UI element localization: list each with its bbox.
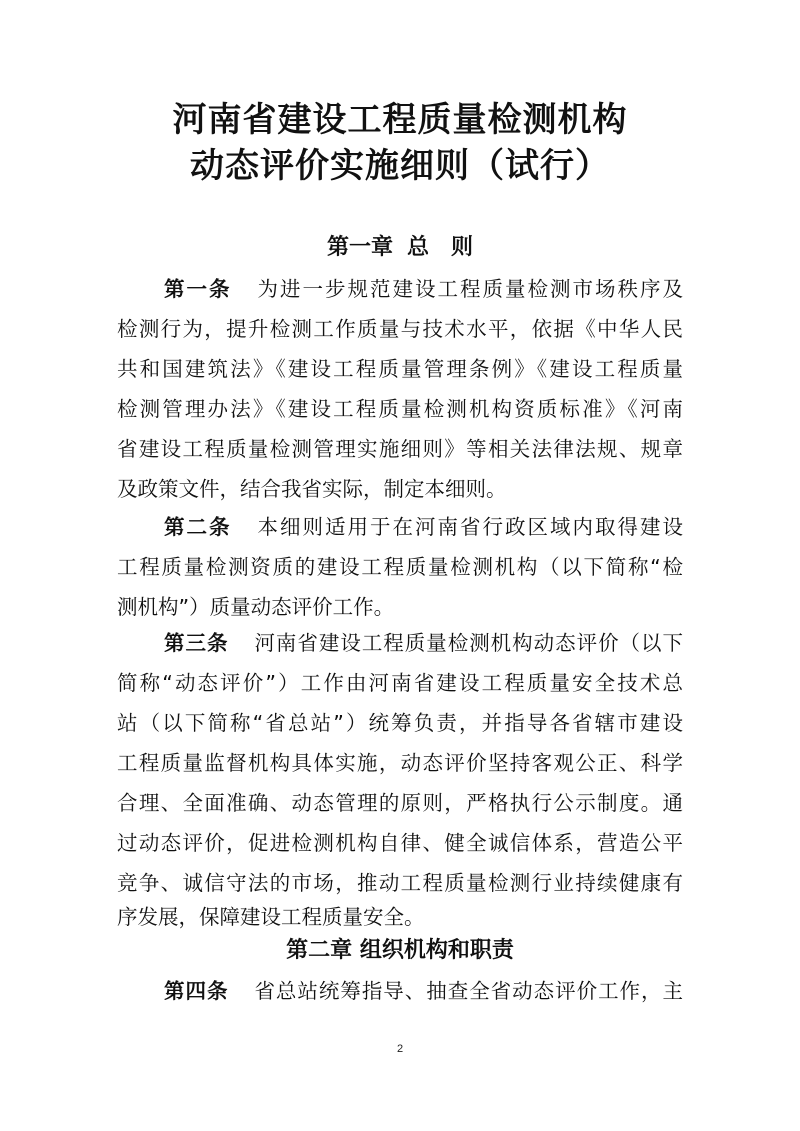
article-1-line-2: 检测行为，提升检测工作质量与技术水平，依据《中华人民 [117,317,683,341]
article-4-line-1 [164,976,683,1006]
article-1-line-4: 检测管理办法》《建设工程质量检测机构资质标准》《河南 [117,397,683,421]
article-2-line-1 [164,512,683,542]
article-2-label: 第二条 [164,515,232,539]
article-3-line-8: 序发展，保障建设工程质量安全。 [117,905,425,929]
article-3-line-6: 过动态评价，促进检测机构自律、健全诚信体系，营造公平 [117,831,683,855]
page-number: 2 [396,1043,404,1055]
article-2-text-1: 本细则适用于在河南省行政区域内取得建设 [257,515,683,539]
article-3-line-4: 工程质量监督机构具体实施，动态评价坚持客观公正、科学 [117,751,683,775]
article-3-line-7: 竞争、诚信守法的市场，推动工程质量检测行业持续健康有 [117,871,683,895]
article-1-line-1 [164,274,683,304]
article-3-line-2: 简称“动态评价”）工作由河南省建设工程质量安全技术总 [117,671,683,695]
chapter-1-name: 总 则 [407,235,474,260]
chapter-2-heading: 第二章 组织机构和职责 [286,938,514,963]
article-3-text-1: 河南省建设工程质量检测机构动态评价（以下 [254,631,684,655]
article-1-line-3: 共和国建筑法》《建设工程质量管理条例》《建设工程质量 [117,357,683,381]
document-title-line-2: 动态评价实施细则（试行） [190,146,610,186]
article-2-line-2: 工程质量检测资质的建设工程质量检测机构（以下简称“检 [117,555,683,579]
chapter-1-heading [0,233,800,263]
article-1-text-1: 为进一步规范建设工程质量检测市场秩序及 [257,277,683,301]
chapter-1-label: 第一章 [326,235,393,260]
article-3-line-3: 站（以下简称“省总站”）统筹负责，并指导各省辖市建设 [117,711,683,735]
article-1-label: 第一条 [164,277,232,301]
article-4-text-1: 省总站统筹指导、抽查全省动态评价工作，主 [254,979,684,1003]
article-3-line-5: 合理、全面准确、动态管理的原则，严格执行公示制度。通 [117,791,683,815]
article-4-label: 第四条 [164,979,229,1003]
article-3-label: 第三条 [164,631,229,655]
article-1-line-5: 省建设工程质量检测管理实施细则》等相关法律法规、规章 [117,437,683,461]
article-2-line-3: 测机构”）质量动态评价工作。 [117,595,395,619]
document-title-line-1: 河南省建设工程质量检测机构 [172,100,628,140]
article-1-line-6: 及政策文件，结合我省实际，制定本细则。 [117,477,507,501]
article-3-line-1 [164,628,683,658]
